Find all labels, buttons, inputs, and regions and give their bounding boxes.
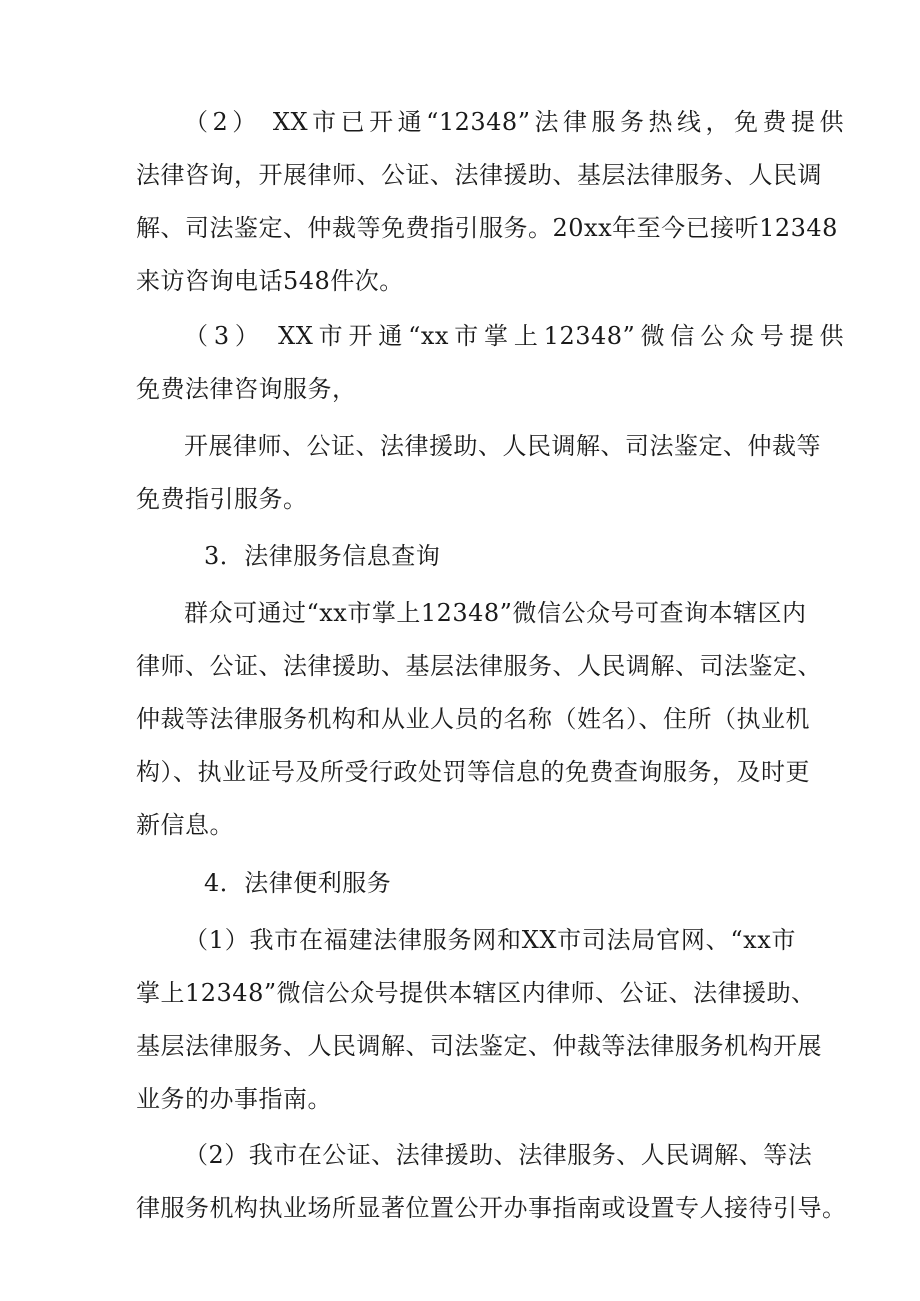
paragraph-line: 法律咨询，开展律师、公证、法律援助、基层法律服务、人民调 bbox=[136, 161, 822, 189]
paragraph-line: （3） XX市开通“xx市掌上12348”微信公众号提供 bbox=[184, 322, 844, 350]
paragraph-line: 仲裁等法律服务机构和从业人员的名称（姓名）、住所（执业机 bbox=[136, 705, 810, 733]
paragraph-line: 免费指引服务。 bbox=[136, 485, 308, 513]
paragraph-line: 律服务机构执业场所显著位置公开办事指南或设置专人接待引导。 bbox=[136, 1194, 847, 1222]
paragraph-line: 掌上12348”微信公众号提供本辖区内律师、公证、法律援助、 bbox=[136, 979, 816, 1007]
paragraph-line: （2）我市在公证、法律援助、法律服务、人民调解、等法 bbox=[184, 1141, 813, 1169]
paragraph-line: 解、司法鉴定、仲裁等免费指引服务。20xx年至今已接听12348 bbox=[136, 214, 838, 242]
section-heading: 4．法律便利服务 bbox=[204, 869, 392, 897]
paragraph-line: 开展律师、公证、法律援助、人民调解、司法鉴定、仲裁等 bbox=[184, 432, 821, 460]
paragraph-line: 免费法律咨询服务， bbox=[136, 375, 357, 403]
paragraph-line: 群众可通过“xx市掌上12348”微信公众号可查询本辖区内 bbox=[184, 599, 807, 627]
paragraph-line: 基层法律服务、人民调解、司法鉴定、仲裁等法律服务机构开展 bbox=[136, 1032, 822, 1060]
paragraph-line: 构）、执业证号及所受行政处罚等信息的免费查询服务，及时更 bbox=[136, 758, 810, 786]
paragraph-line: 律师、公证、法律援助、基层法律服务、人民调解、司法鉴定、 bbox=[136, 652, 822, 680]
paragraph-line: 来访咨询电话548件次。 bbox=[136, 267, 404, 295]
paragraph-line: （1）我市在福建法律服务网和XX市司法局官网、“xx市 bbox=[184, 926, 796, 954]
paragraph-line: （2） XX市已开通“12348”法律服务热线，免费提供 bbox=[184, 108, 844, 136]
paragraph-line: 业务的办事指南。 bbox=[136, 1085, 332, 1113]
section-heading: 3．法律服务信息查询 bbox=[204, 542, 441, 570]
paragraph-line: 新信息。 bbox=[136, 811, 234, 839]
